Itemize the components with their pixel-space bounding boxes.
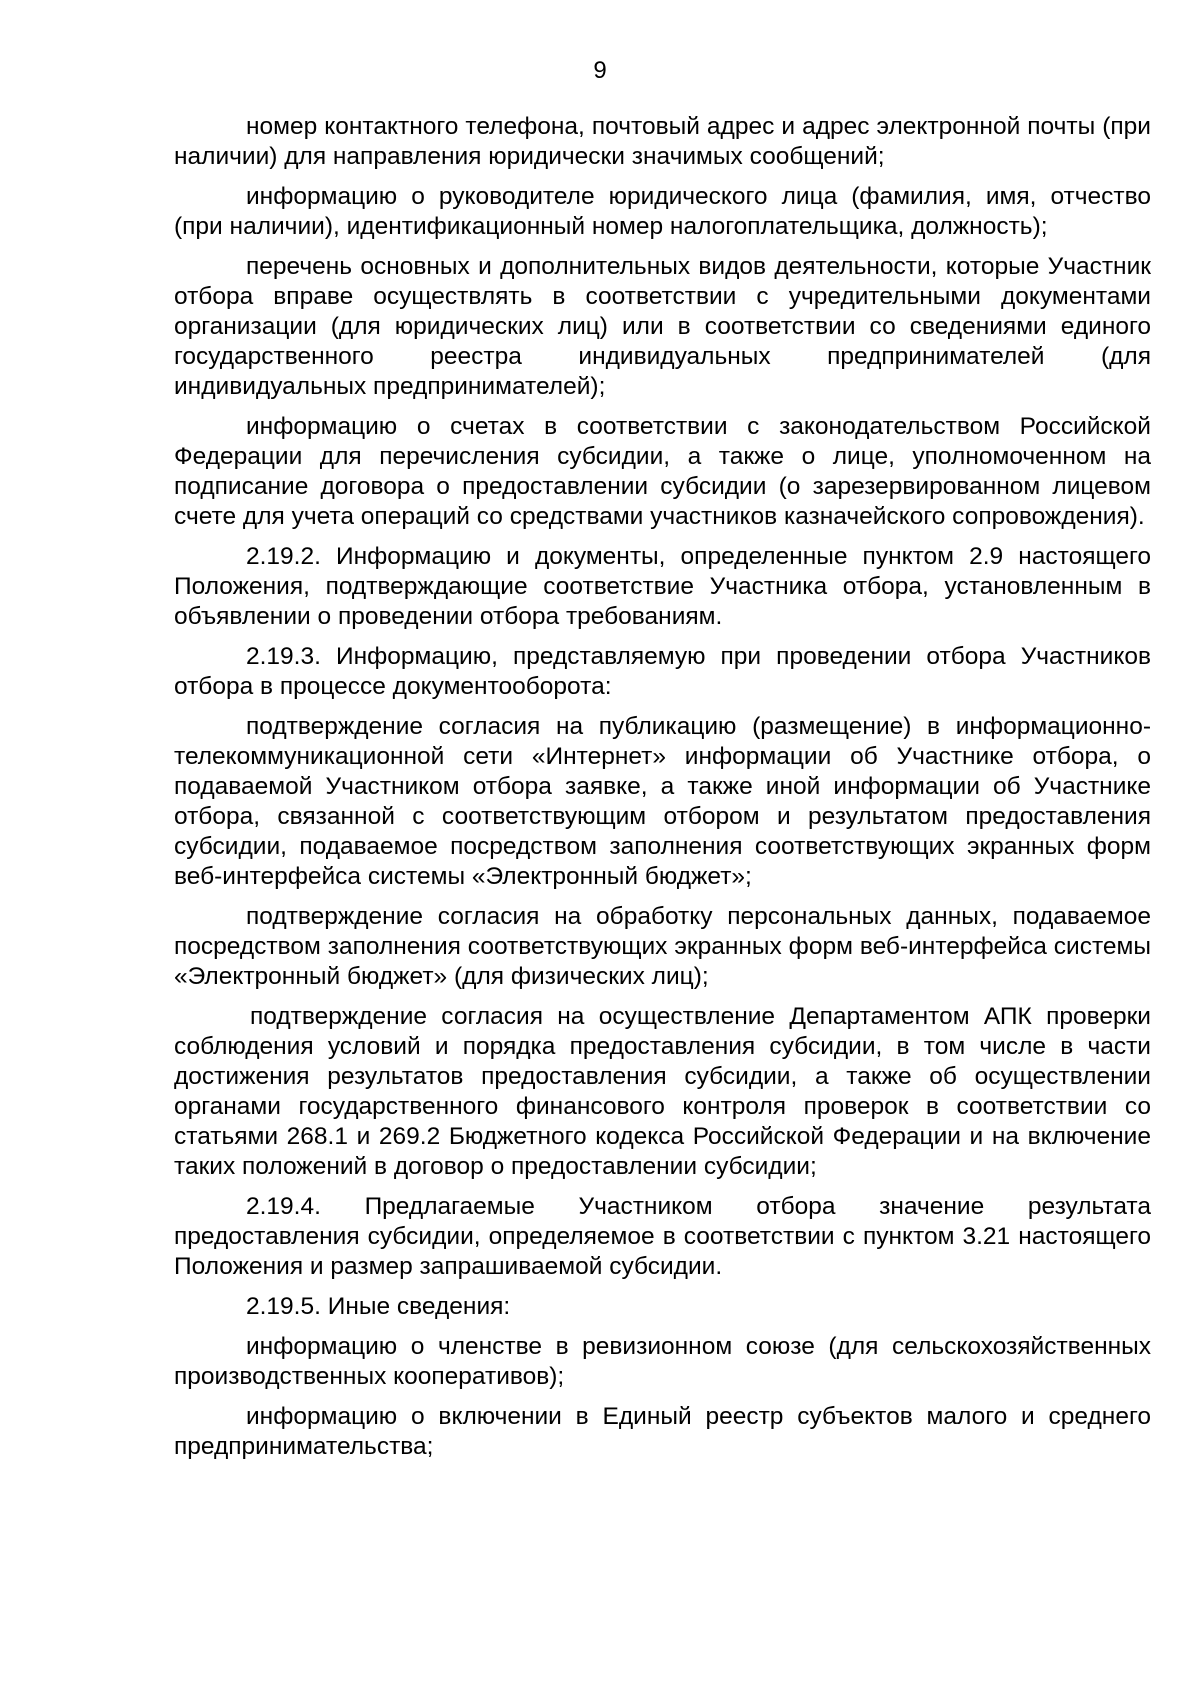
paragraph-director-info: информацию о руководителе юридического лица (фамилия, имя, отчество (при наличии), идентификационный номер налогоплательщика, должность);: [174, 183, 1151, 240]
paragraph-contact-phone: номер контактного телефона, почтовый адрес и адрес электронной почты (при наличии) для направления юридически значимых сообщений;: [174, 113, 1151, 170]
paragraph-consent-publication: подтверждение согласия на публикацию (размещение) в информационно-телекоммуникационной сети «Интернет» информации об Участнике отбора, о подаваемой Участником отбора заявке, а также иной информации об Участнике отбора, связанной с соответствующим отбором и результатом предоставления субсидии, подаваемое посредством заполнения соответствующих экранных форм веб-интерфейса системы «Электронный бюджет»;: [174, 713, 1151, 890]
page-number: 9: [593, 57, 607, 84]
document-body: [174, 112, 1151, 1472]
paragraph-2-19-3: 2.19.3. Информацию, представляемую при проведении отбора Участников отбора в процессе документооборота:: [174, 643, 1151, 700]
paragraph-consent-inspection: подтверждение согласия на осуществление Департаментом АПК проверки соблюдения условий и порядка предоставления субсидии, в том числе в части достижения результатов предоставления субсидии, а также об осуществлении органами государственного финансового контроля проверок в соответствии со статьями 268.1 и 269.2 Бюджетного кодекса Российской Федерации и на включение таких положений в договор о предоставлении субсидии;: [174, 1003, 1151, 1180]
paragraph-audit-union: информацию о членстве в ревизионном союзе (для сельскохозяйственных производственных кооперативов);: [174, 1333, 1151, 1390]
paragraph-activity-types: перечень основных и дополнительных видов деятельности, которые Участник отбора вправе осуществлять в соответствии с учредительными документами организации (для юридических лиц) или в соответствии со сведениями единого государственного реестра индивидуальных предпринимателей (для индивидуальных предпринимателей);: [174, 253, 1151, 400]
paragraph-consent-personal-data: подтверждение согласия на обработку персональных данных, подаваемое посредством заполнения соответствующих экранных форм веб-интерфейса системы «Электронный бюджет» (для физических лиц);: [174, 903, 1151, 990]
paragraph-sme-registry: информацию о включении в Единый реестр субъектов малого и среднего предпринимательства;: [174, 1403, 1151, 1460]
paragraph-2-19-2: 2.19.2. Информацию и документы, определенные пунктом 2.9 настоящего Положения, подтверждающие соответствие Участника отбора, установленным в объявлении о проведении отбора требованиям.: [174, 543, 1151, 630]
paragraph-2-19-5: 2.19.5. Иные сведения:: [246, 1293, 511, 1320]
paragraph-2-19-4: 2.19.4. Предлагаемые Участником отбора значение результата предоставления субсидии, определяемое в соответствии с пунктом 3.21 настоящего Положения и размер запрашиваемой субсидии.: [174, 1193, 1151, 1280]
paragraph-bank-accounts: информацию о счетах в соответствии с законодательством Российской Федерации для перечисления субсидии, а также о лице, уполномоченном на подписание договора о предоставлении субсидии (о зарезервированном лицевом счете для учета операций со средствами участников казначейского сопровождения).: [174, 413, 1151, 530]
